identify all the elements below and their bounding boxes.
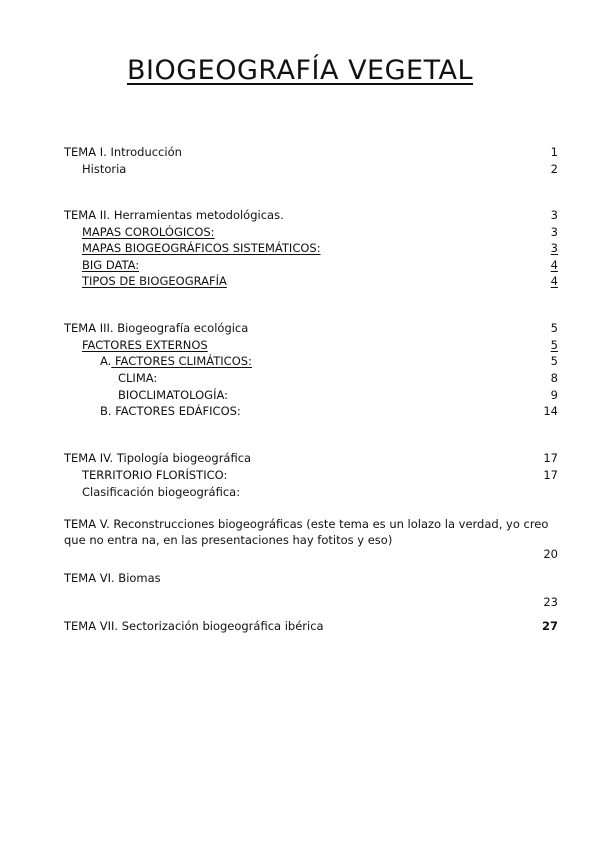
toc-entry-tipos-biogeografia[interactable] bbox=[64, 273, 558, 289]
toc-entry-territorio-floristico[interactable] bbox=[64, 467, 558, 483]
toc-entry-page: 5 bbox=[550, 338, 558, 352]
toc-entry-bioclimatologia[interactable] bbox=[64, 387, 558, 403]
toc-entry-page: 27 bbox=[541, 619, 558, 633]
toc-entry-label: TEMA I. Introducción bbox=[64, 145, 182, 159]
document-title bbox=[0, 55, 600, 86]
toc-entry-label: BIG DATA: bbox=[82, 258, 140, 272]
toc-entry-label: BIOCLIMATOLOGÍA: bbox=[118, 388, 229, 402]
toc-entry-page: 5 bbox=[550, 321, 558, 335]
toc-entry-prefix: A. bbox=[100, 354, 112, 368]
toc-entry-label: TEMA IV. Tipología biogeográfica bbox=[64, 451, 252, 465]
toc-entry-historia[interactable] bbox=[64, 161, 558, 177]
toc-entry-clasificacion-biogeografica[interactable] bbox=[64, 484, 558, 500]
toc-entry-tema-6-page: 23 bbox=[543, 595, 558, 609]
toc-entry-clima[interactable] bbox=[64, 370, 558, 386]
toc-entry-tema-5-page: 20 bbox=[543, 547, 558, 561]
toc-entry-tema-4[interactable] bbox=[64, 450, 558, 466]
toc-entry-factores-edaficos[interactable] bbox=[64, 403, 558, 419]
toc-entry-factores-climaticos[interactable] bbox=[64, 353, 558, 369]
toc-entry-page: 2 bbox=[550, 162, 558, 176]
toc-entry-tema-5-label[interactable]: TEMA V. Reconstrucciones biogeográficas (este tema es un lolazo la verdad, yo creo que no entra na, en las presentaciones hay fotitos y eso) bbox=[64, 517, 549, 547]
toc-entry-label: FACTORES CLIMÁTICOS: bbox=[111, 354, 252, 368]
toc-entry-tema-3[interactable] bbox=[64, 320, 558, 336]
toc-entry-page: 14 bbox=[543, 404, 558, 418]
document-title-text: BIOGEOGRAFÍA VEGETAL bbox=[127, 55, 473, 86]
toc-entry-label: TERRITORIO FLORÍSTICO: bbox=[82, 468, 228, 482]
toc-entry-page: 9 bbox=[550, 388, 558, 402]
toc-entry-big-data[interactable] bbox=[64, 257, 558, 273]
toc-entry-label: Clasificación biogeográfica: bbox=[82, 485, 241, 499]
toc-entry-page: 4 bbox=[550, 274, 558, 288]
toc-entry-mapas-biogeograficos[interactable] bbox=[64, 240, 558, 256]
toc-entry-label: B. FACTORES EDÁFICOS: bbox=[100, 404, 241, 418]
toc-entry-page: 3 bbox=[550, 241, 558, 255]
toc-entry-page: 17 bbox=[543, 451, 558, 465]
toc-entry-page: 1 bbox=[550, 145, 558, 159]
toc-entry-label: FACTORES EXTERNOS bbox=[82, 338, 208, 352]
toc-entry-mapas-corologicos[interactable] bbox=[64, 224, 558, 240]
toc-entry-tema-2[interactable] bbox=[64, 207, 558, 223]
toc-entry-label: CLIMA: bbox=[118, 371, 158, 385]
toc-entry-page: 3 bbox=[550, 225, 558, 239]
toc-entry-page: 3 bbox=[550, 208, 558, 222]
toc-entry-label: Historia bbox=[82, 162, 127, 176]
toc-entry-page: 4 bbox=[550, 258, 558, 272]
toc-entry-label: TIPOS DE BIOGEOGRAFÍA bbox=[82, 274, 227, 288]
toc-entry-tema-1[interactable] bbox=[64, 144, 558, 160]
toc-entry-tema-7[interactable] bbox=[64, 618, 558, 634]
toc-entry-page: 17 bbox=[543, 468, 558, 482]
toc-entry-page: 8 bbox=[550, 371, 558, 385]
toc-entry-factores-externos[interactable] bbox=[64, 337, 558, 353]
toc-entry-page: 5 bbox=[550, 354, 558, 368]
toc-entry-tema-6[interactable] bbox=[64, 570, 558, 586]
toc-entry-label: MAPAS COROLÓGICOS: bbox=[82, 225, 215, 239]
toc-entry-label: TEMA III. Biogeografía ecológica bbox=[64, 321, 249, 335]
toc-entry-label: TEMA VI. Biomas bbox=[64, 571, 161, 585]
toc-entry-label: TEMA VII. Sectorización biogeográfica ibérica bbox=[64, 619, 324, 633]
toc-entry-label: MAPAS BIOGEOGRÁFICOS SISTEMÁTICOS: bbox=[82, 241, 321, 255]
toc-entry-label: TEMA II. Herramientas metodológicas. bbox=[64, 208, 284, 222]
